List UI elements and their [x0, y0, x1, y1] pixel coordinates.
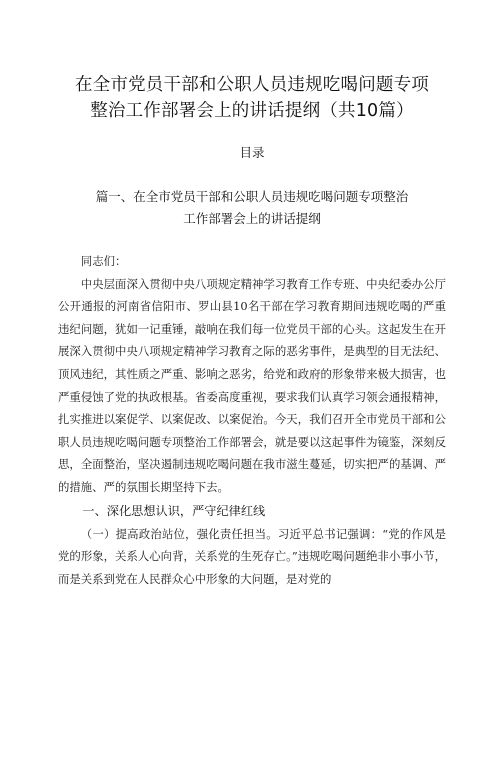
section-subtitle [58, 186, 446, 230]
toc-label: 目录 [239, 145, 265, 160]
document-page [0, 72, 500, 779]
paragraph-1: 中央层面深入贯彻中央八项规定精神学习教育工作专班、中央纪委办公厅公开通报的河南省信阳市、罗山县10名干部在学习教育期间违规吃喝的严重违纪问题，犹如一记重锤，敲响在我们每一位党员干部的心头。这起发生在开展深入贯彻中央八项规定精神学习教育之际的恶劣事件，是典型的目无法纪、顶风违纪，其性质之严重、影响之恶劣，给党和政府的形象带来极大损害，也严重侵蚀了党的执政根基。省委高度重视，要求我们认真学习领会通报精神，扎实推进以案促学、以案促改、以案促治。今天，我们召开全市党员干部和公职人员违规吃喝问题专项整治工作部署会，就是要以这起事件为镜鉴，深刻反思，全面整治，坚决遏制违规吃喝问题在我市滋生蔓延，切实把严的基调、严的措施、严的氛围长期坚持下去。 [58, 276, 446, 494]
heading-1: 一、深化思想认识，严守纪律红线 [82, 503, 266, 518]
paragraph-2: （一）提高政治站位，强化责任担当。习近平总书记强调：“党的作风是党的形象，关系人心向背，关系党的生死存亡。”违规吃喝问题绝非小事小节，而是关系到党在人民群众心中形象的大问题，是对党的 [58, 526, 446, 586]
greeting: 同志们： [80, 254, 127, 268]
subtitle-line-1: 篇一、在全市党员干部和公职人员违规吃喝问题专项整治 [95, 189, 409, 204]
subtitle-line-2: 工作部署会上的讲话提纲 [183, 211, 321, 226]
title-line-2: 整治工作部署会上的讲话提纲（共10篇） [90, 101, 414, 121]
title-line-1: 在全市党员干部和公职人员违规吃喝问题专项 [75, 75, 429, 95]
document-title [58, 72, 446, 124]
document-body [58, 250, 446, 590]
